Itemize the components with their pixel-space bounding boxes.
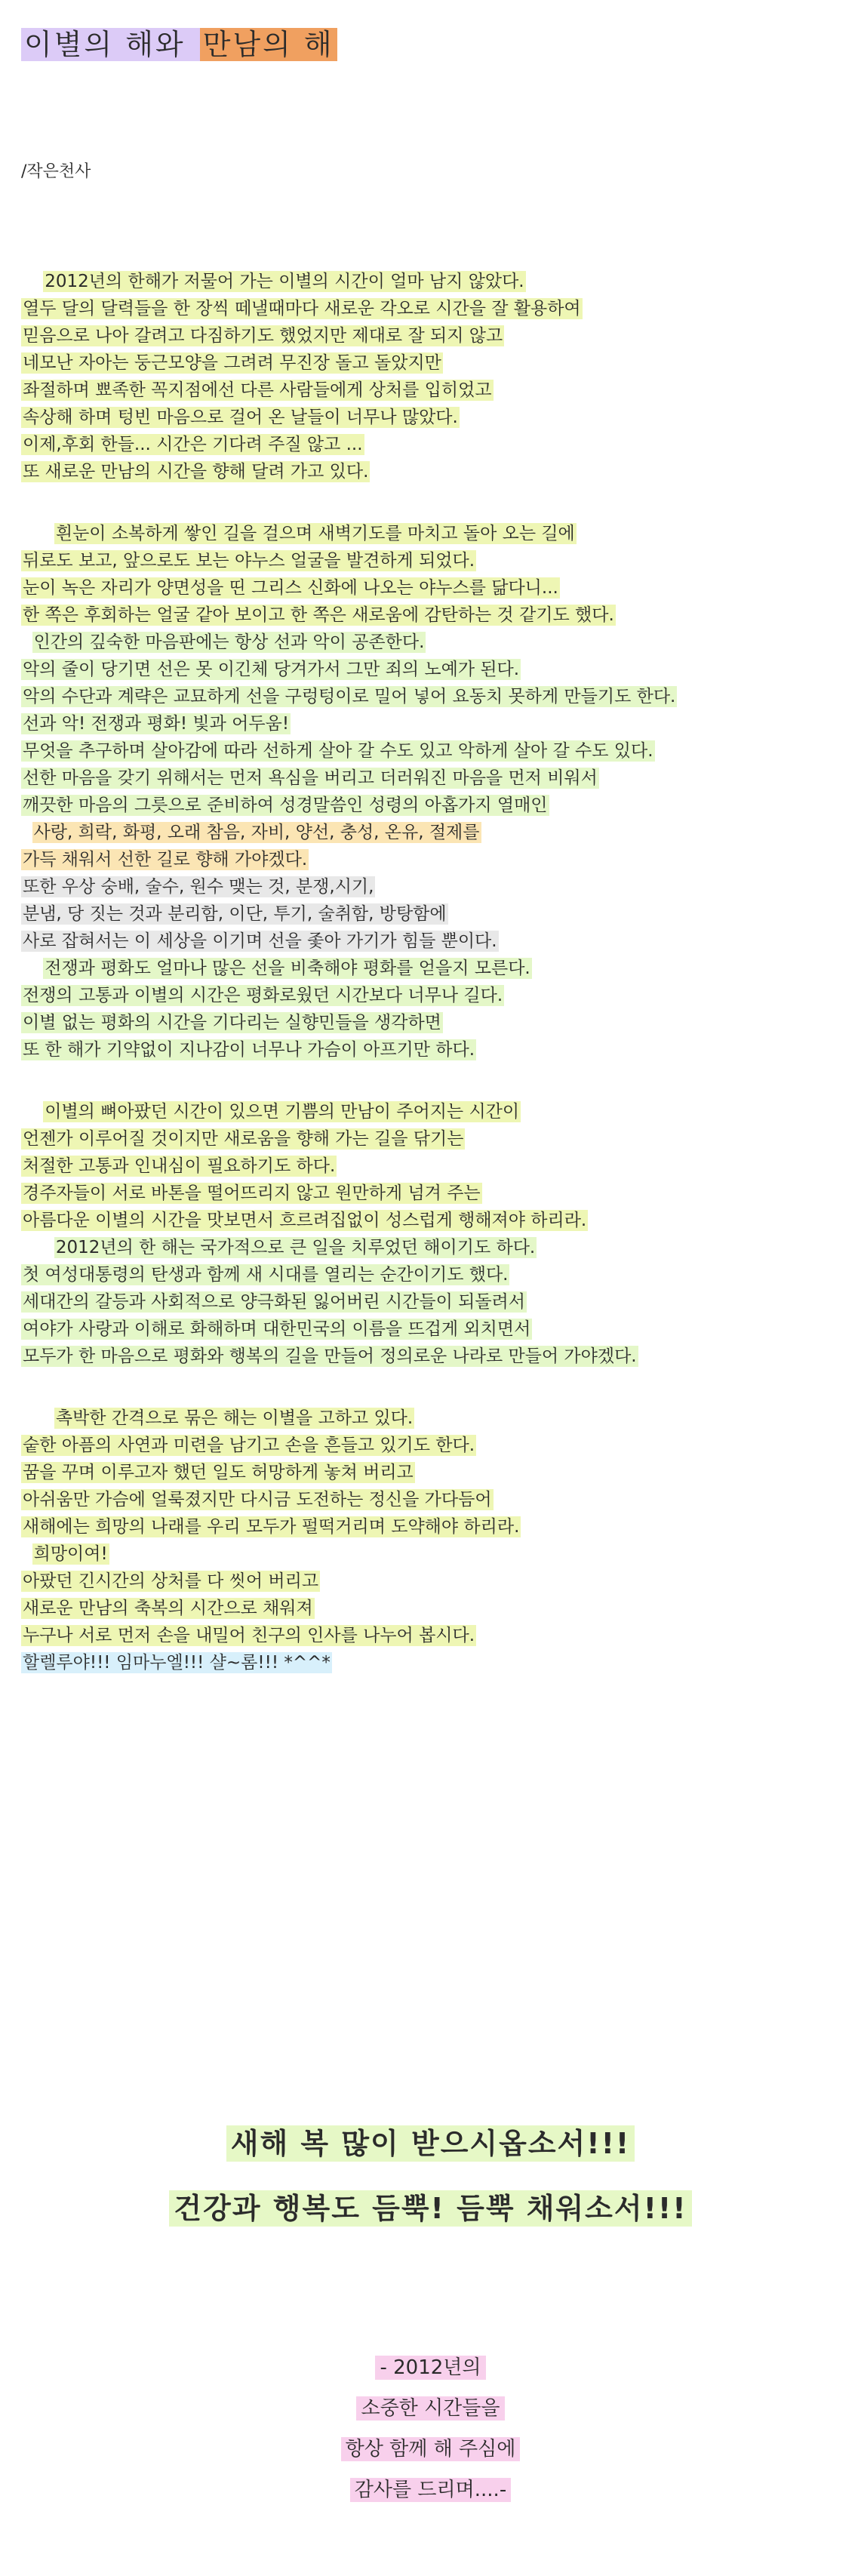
title-part-1: 이별의 해와 (21, 28, 200, 61)
greeting-line: 건강과 행복도 듬뿍! 듬뿍 채워소서!!! (0, 2186, 861, 2231)
thanks-message (0, 2347, 861, 2510)
greeting-line: 새해 복 많이 받으시옵소서!!! (0, 2121, 861, 2166)
text-line: 아팠던 긴시간의 상처를 다 씻어 버리고 (23, 1571, 319, 1591)
post-title (21, 26, 337, 63)
text-line: 꿈을 꾸며 이루고자 했던 일도 허망하게 놓쳐 버리고 (23, 1463, 414, 1482)
text-line: 할렐루야!!! 임마누엘!!! 샬~롬!!! *^^* (23, 1653, 331, 1673)
text-line: 가득 채워서 선한 길로 향해 가야겠다. (23, 850, 308, 869)
paragraph-4 (21, 1405, 851, 1676)
text-line: 촉박한 간격으로 묶은 해는 이별을 고하고 있다. (55, 1408, 414, 1428)
text-line: 또 한 해가 기약없이 지나감이 너무나 가슴이 아프기만 하다. (23, 1040, 475, 1060)
thanks-line: 소중한 시간들을 (0, 2388, 861, 2429)
paragraph-3 (21, 1098, 851, 1370)
text-line: 첫 여성대통령의 탄생과 함께 새 시대를 열리는 순간이기도 했다. (23, 1265, 509, 1285)
text-line: 흰눈이 소복하게 쌓인 길을 걸으며 새벽기도를 마치고 돌아 오는 길에 (55, 524, 575, 543)
text-line: 인간의 깊숙한 마음판에는 항상 선과 악이 공존한다. (33, 632, 425, 652)
text-line: 언젠가 이루어질 것이지만 새로움을 향해 가는 길을 닦기는 (23, 1129, 464, 1149)
text-line: 뒤로도 보고, 앞으로도 보는 야누스 얼굴을 발견하게 되었다. (23, 551, 475, 571)
text-line: 새해에는 희망의 나래를 우리 모두가 펄떡거리며 도약해야 하리라. (23, 1517, 520, 1537)
text-line: 이별 없는 평화의 시간을 기다리는 실향민들을 생각하면 (23, 1013, 441, 1033)
thanks-line: - 2012년의 (0, 2347, 861, 2388)
text-line: 또 새로운 만남의 시간을 향해 달려 가고 있다. (23, 462, 369, 482)
text-line: 이별의 뼈아팠던 시간이 있으면 기쁨의 만남이 주어지는 시간이 (45, 1102, 520, 1122)
text-line: 깨끗한 마음의 그릇으로 준비하여 성경말씀인 성령의 아홉가지 열매인 (23, 796, 548, 815)
text-line: 한 쪽은 후회하는 얼굴 같아 보이고 한 쪽은 새로움에 감탄하는 것 같기도 했다. (23, 605, 614, 625)
text-line: 또한 우상 숭배, 술수, 원수 맺는 것, 분쟁,시기, (23, 877, 374, 897)
text-line: 믿음으로 나아 갈려고 다짐하기도 했었지만 제대로 잘 되지 않고 (23, 326, 503, 346)
text-line: 전쟁의 고통과 이별의 시간은 평화로웠던 시간보다 너무나 길다. (23, 986, 503, 1005)
text-line: 무엇을 추구하며 살아감에 따라 선하게 살아 갈 수도 있고 악하게 살아 갈 수도 있다. (23, 741, 653, 761)
text-line: 악의 수단과 계략은 교묘하게 선을 구렁텅이로 밀어 넣어 요동치 못하게 만들기도 한다. (23, 687, 676, 706)
text-line: 속상해 하며 텅빈 마음으로 걸어 온 날들이 너무나 많았다. (23, 408, 458, 427)
post-body (21, 268, 851, 1711)
paragraph-2 (21, 520, 851, 1063)
thanks-line: 감사를 드리며....- (0, 2470, 861, 2510)
title-part-2: 만남의 해 (200, 28, 337, 61)
text-line: 처절한 고통과 인내심이 필요하기도 하다. (23, 1156, 336, 1176)
new-year-greeting (0, 2121, 861, 2231)
author-signature: /작은천사 (21, 162, 91, 181)
text-line: 네모난 자아는 둥근모양을 그려려 무진장 돌고 돌았지만 (23, 353, 441, 373)
text-line: 아쉬움만 가슴에 얼룩졌지만 다시금 도전하는 정신을 가다듬어 (23, 1490, 492, 1510)
text-line: 전쟁과 평화도 얼마나 많은 선을 비축해야 평화를 얻을지 모른다. (45, 959, 530, 978)
text-line: 이제,후회 한들... 시간은 기다려 주질 않고 ... (23, 435, 363, 454)
text-line: 선과 악! 전쟁과 평화! 빛과 어두움! (23, 714, 290, 734)
text-line: 세대간의 갈등과 사회적으로 양극화된 잃어버린 시간들이 되돌려서 (23, 1292, 525, 1312)
text-line: 분냄, 당 짓는 것과 분리함, 이단, 투기, 술취함, 방탕함에 (23, 904, 447, 924)
text-line: 열두 달의 달력들을 한 장씩 떼낼때마다 새로운 각오로 시간을 잘 활용하여 (23, 299, 581, 319)
text-line: 아름다운 이별의 시간을 맛보면서 흐르려집없이 성스럽게 행해져야 하리라. (23, 1211, 587, 1230)
thanks-line: 항상 함께 해 주심에 (0, 2429, 861, 2470)
text-line: 2012년의 한해가 저물어 가는 이별의 시간이 얼마 남지 않았다. (45, 272, 524, 291)
text-line: 사로 잡혀서는 이 세상을 이기며 선을 좇아 가기가 힘들 뿐이다. (23, 931, 497, 951)
text-line: 희망이여! (33, 1544, 108, 1564)
text-line: 좌절하며 뾰족한 꼭지점에선 다른 사람들에게 상처를 입히었고 (23, 380, 492, 400)
text-line: 사랑, 희락, 화평, 오래 참음, 자비, 양선, 충성, 온유, 절제를 (33, 823, 480, 842)
text-line: 경주자들이 서로 바톤을 떨어뜨리지 않고 원만하게 넘겨 주는 (23, 1183, 481, 1203)
text-line: 모두가 한 마음으로 평화와 행복의 길을 만들어 정의로운 나라로 만들어 가야겠다. (23, 1346, 637, 1366)
text-line: 2012년의 한 해는 국가적으로 큰 일을 치루었던 해이기도 하다. (55, 1238, 536, 1257)
text-line: 눈이 녹은 자리가 양면성을 띤 그리스 신화에 나오는 야누스를 닮다니... (23, 578, 558, 598)
text-line: 누구나 서로 먼저 손을 내밀어 친구의 인사를 나누어 봅시다. (23, 1626, 475, 1645)
text-line: 여야가 사랑과 이해로 화해하며 대한민국의 이름을 뜨겁게 외치면서 (23, 1319, 531, 1339)
text-line: 숱한 아픔의 사연과 미련을 남기고 손을 흔들고 있기도 한다. (23, 1436, 475, 1455)
text-line: 악의 줄이 당기면 선은 못 이긴체 당겨가서 그만 죄의 노예가 된다. (23, 660, 520, 679)
paragraph-1 (21, 268, 851, 485)
text-line: 선한 마음을 갖기 위해서는 먼저 욕심을 버리고 더러워진 마음을 먼저 비워서 (23, 768, 598, 788)
text-line: 새로운 만남의 축복의 시간으로 채워져 (23, 1599, 313, 1618)
